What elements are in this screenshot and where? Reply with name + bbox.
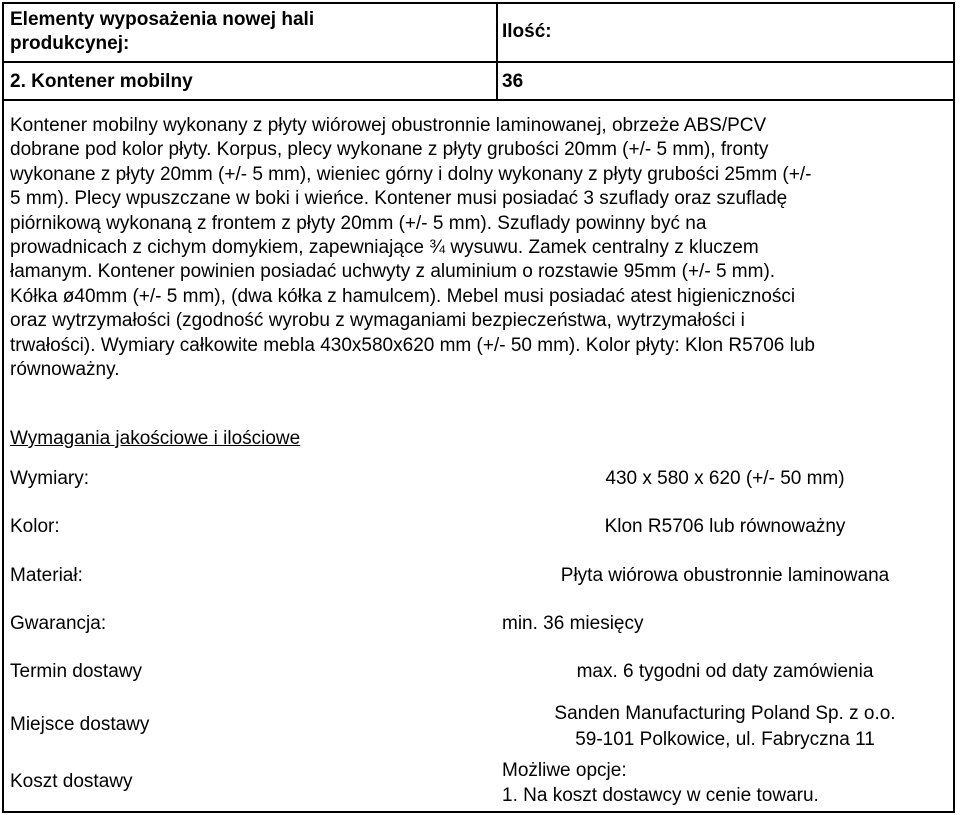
requirements-heading: Wymagania jakościowe i ilościowe	[10, 428, 301, 449]
req-label-color: Kolor:	[10, 516, 60, 537]
header-column-divider	[496, 2, 498, 101]
req-value-warranty: min. 36 miesięcy	[502, 613, 644, 634]
header-divider	[2, 61, 955, 63]
req-value-material: Płyta wiórowa obustronnie laminowana	[560, 565, 890, 586]
header-title-line2: produkcynej:	[10, 33, 130, 54]
item-quantity: 36	[502, 71, 524, 92]
header-title-line1: Elementy wyposażenia nowej hali	[10, 9, 315, 30]
req-value-delivery-cost-line1: Możliwe opcje:	[502, 760, 627, 781]
req-label-material: Materiał:	[10, 565, 83, 586]
req-value-delivery-place-line2: 59-101 Polkowice, ul. Fabryczna 11	[575, 729, 875, 750]
req-label-warranty: Gwarancja:	[10, 613, 107, 634]
req-label-delivery-place: Miejsce dostawy	[10, 714, 150, 735]
header-title	[10, 8, 490, 56]
req-value-color: Klon R5706 lub równoważny	[604, 516, 846, 537]
req-value-dimensions: 430 x 580 x 620 (+/- 50 mm)	[605, 468, 845, 489]
product-description: Kontener mobilny wykonany z płyty wiórowej obustronnie laminowanej, obrzeże ABS/PCV dobrane pod kolor płyty. Korpus, plecy wykonane z płyty grubości 20mm (+/- 5 mm), fronty wykonane z płyty 20mm (+/- 5 mm), wieniec górny i dolny wykonany z płyty grubości 25mm (+/- 5 mm). Plecy wpuszczane w boki i wieńce. Kontener musi posiadać 3 szuflady oraz szufladę piórnikową wykonaną z frontem z płyty 20mm (+/- 5 mm). Szuflady powinny być na prowadnicach z cichym domykiem, zapewniające ¾ wysuwu. Zamek centralny z kluczem łamanym. Kontener powinien posiadać uchwyty z aluminium o rozstawie 95mm (+/- 5 mm). Kółka ø40mm (+/- 5 mm), (dwa kółka z hamulcem). Mebel musi posiadać atest higieniczności oraz wytrzymałości (zgodność wyrobu z wymaganiami bezpieczeństwa, wytrzymałości i trwałości). Wymiary całkowite mebla 430x580x620 mm (+/- 50 mm). Kolor płyty: Klon R5706 lub równoważny.	[10, 115, 815, 381]
quantity-label: Ilość:	[502, 21, 552, 42]
req-label-dimensions: Wymiary:	[10, 468, 89, 489]
item-name: 2. Kontener mobilny	[10, 71, 193, 92]
req-value-delivery-cost-line2: 1. Na koszt dostawcy w cenie towaru.	[502, 785, 819, 806]
req-label-delivery-time: Termin dostawy	[10, 661, 142, 682]
header-bottom-border	[2, 99, 955, 101]
req-value-delivery-time: max. 6 tygodni od daty zamówienia	[576, 661, 874, 682]
req-label-delivery-cost: Koszt dostawy	[10, 771, 133, 792]
req-value-delivery-place-line1: Sanden Manufacturing Poland Sp. z o.o.	[554, 703, 896, 724]
